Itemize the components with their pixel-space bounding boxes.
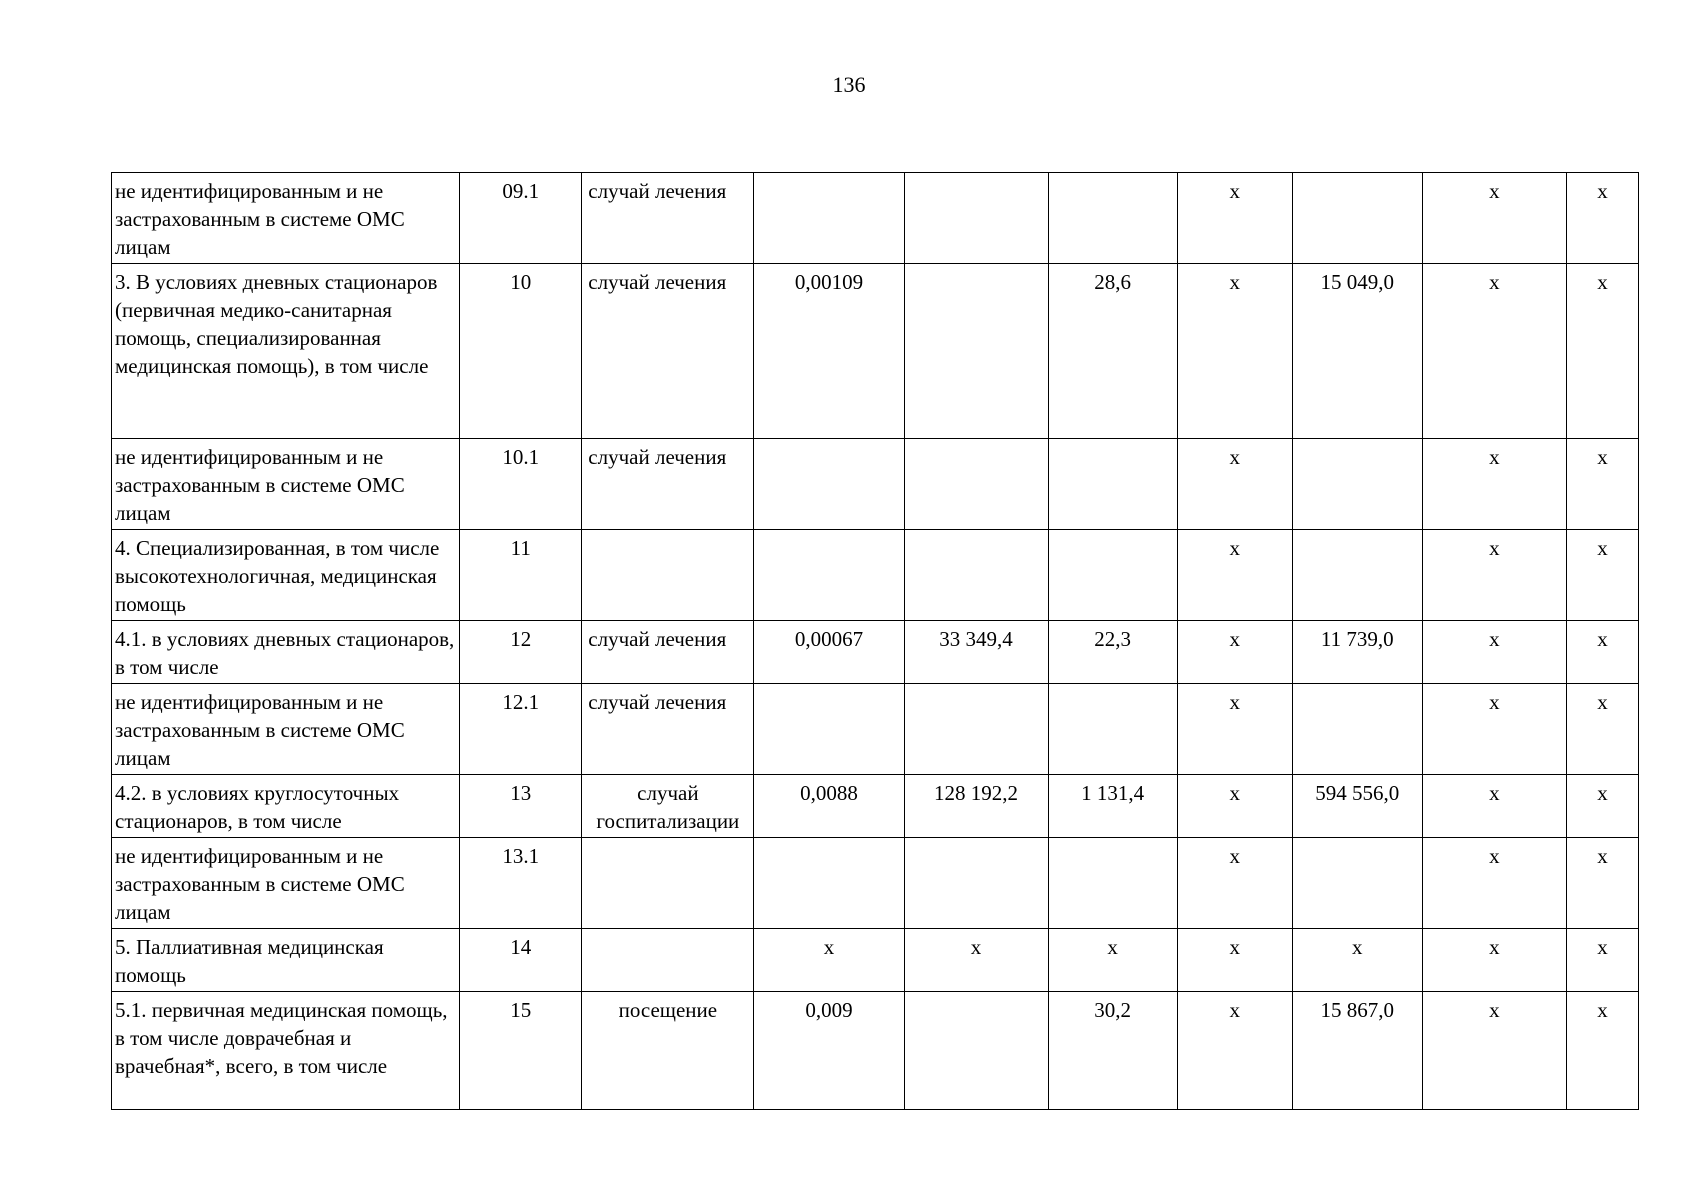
row-code-cell: 12 [460,621,582,684]
table-row [112,684,1639,775]
row-unit-cell [582,838,754,929]
row-name-cell: не идентифицированным и не застрахованным в системе ОМС лицам [112,838,460,929]
row-unit-cell: случай лечения [582,621,754,684]
table-row [112,173,1639,264]
row-value-cell: 0,00067 [754,621,904,684]
row-code-cell: 10.1 [460,439,582,530]
row-unit-cell: случай лечения [582,173,754,264]
row-value-cell: х [1422,621,1566,684]
row-unit-cell: случай госпитализации [582,775,754,838]
row-value-cell: х [1422,684,1566,775]
data-table [111,172,1639,1110]
row-value-cell: х [1566,621,1638,684]
row-value-cell: х [1422,173,1566,264]
row-value-cell: 594 556,0 [1292,775,1422,838]
row-code-cell: 13.1 [460,838,582,929]
row-value-cell: х [1566,929,1638,992]
table-row [112,439,1639,530]
row-value-cell: х [1566,775,1638,838]
row-code-cell: 10 [460,264,582,439]
row-value-cell [754,838,904,929]
row-value-cell: 1 131,4 [1048,775,1177,838]
row-value-cell: х [1177,929,1292,992]
row-value-cell [1048,684,1177,775]
row-value-cell: 15 049,0 [1292,264,1422,439]
row-code-cell: 14 [460,929,582,992]
row-value-cell: 0,0088 [754,775,904,838]
row-value-cell [1048,173,1177,264]
row-unit-cell: случай лечения [582,264,754,439]
row-value-cell: х [1566,838,1638,929]
row-value-cell: 128 192,2 [904,775,1048,838]
row-value-cell [904,264,1048,439]
table-row [112,929,1639,992]
row-code-cell: 11 [460,530,582,621]
row-value-cell: 0,009 [754,992,904,1110]
row-value-cell [1048,530,1177,621]
row-value-cell: х [1048,929,1177,992]
row-value-cell: 22,3 [1048,621,1177,684]
row-value-cell [904,530,1048,621]
row-name-cell: 5.1. первичная медицинская помощь, в том числе доврачебная и врачебная*, всего, в том числе [112,992,460,1110]
row-value-cell: х [1177,173,1292,264]
table-row [112,992,1639,1110]
row-value-cell: х [1177,992,1292,1110]
row-value-cell: х [1177,838,1292,929]
row-value-cell: 30,2 [1048,992,1177,1110]
row-value-cell [904,439,1048,530]
row-value-cell: х [1566,530,1638,621]
row-value-cell [904,173,1048,264]
row-unit-cell: случай лечения [582,684,754,775]
row-unit-cell [582,929,754,992]
row-value-cell [754,439,904,530]
row-unit-cell: посещение [582,992,754,1110]
table-row [112,775,1639,838]
row-name-cell: 4.2. в условиях круглосуточных стационаров, в том числе [112,775,460,838]
row-value-cell: х [1422,992,1566,1110]
row-name-cell: 4.1. в условиях дневных стационаров, в том числе [112,621,460,684]
row-code-cell: 13 [460,775,582,838]
row-value-cell: х [1422,530,1566,621]
table-row [112,530,1639,621]
page-number: 136 [832,72,866,97]
row-value-cell: х [1422,929,1566,992]
row-value-cell: х [1422,439,1566,530]
row-value-cell: х [1566,173,1638,264]
row-value-cell [754,530,904,621]
row-value-cell: х [1566,684,1638,775]
row-value-cell: х [1177,684,1292,775]
row-name-cell: не идентифицированным и не застрахованным в системе ОМС лицам [112,173,460,264]
row-code-cell: 09.1 [460,173,582,264]
row-unit-cell [582,530,754,621]
row-value-cell [754,684,904,775]
row-value-cell: х [1422,264,1566,439]
row-value-cell: 28,6 [1048,264,1177,439]
row-name-cell: 3. В условиях дневных стационаров (первичная медико-санитарная помощь, специализированная медицинская помощь), в том числе [112,264,460,439]
row-value-cell [1292,530,1422,621]
row-value-cell: х [1566,992,1638,1110]
row-value-cell: х [1566,264,1638,439]
row-name-cell: не идентифицированным и не застрахованным в системе ОМС лицам [112,439,460,530]
row-value-cell: х [1177,439,1292,530]
row-value-cell: х [1292,929,1422,992]
table-row [112,838,1639,929]
row-unit-cell: случай лечения [582,439,754,530]
row-value-cell [904,684,1048,775]
row-value-cell [1048,838,1177,929]
table-row [112,264,1639,439]
row-value-cell: х [904,929,1048,992]
row-value-cell [1292,838,1422,929]
row-value-cell: 15 867,0 [1292,992,1422,1110]
row-value-cell: х [1177,264,1292,439]
row-value-cell: х [1422,838,1566,929]
row-value-cell [904,838,1048,929]
row-name-cell: 5. Паллиативная медицинская помощь [112,929,460,992]
row-value-cell: х [754,929,904,992]
row-value-cell [1048,439,1177,530]
row-value-cell: х [1422,775,1566,838]
table-row [112,621,1639,684]
row-value-cell: х [1177,775,1292,838]
row-value-cell: х [1566,439,1638,530]
row-value-cell [1292,684,1422,775]
row-name-cell: 4. Специализированная, в том числе высокотехнологичная, медицинская помощь [112,530,460,621]
row-name-cell: не идентифицированным и не застрахованным в системе ОМС лицам [112,684,460,775]
row-code-cell: 12.1 [460,684,582,775]
row-value-cell [1292,173,1422,264]
row-value-cell [1292,439,1422,530]
row-value-cell: х [1177,530,1292,621]
row-value-cell: 33 349,4 [904,621,1048,684]
row-value-cell: 0,00109 [754,264,904,439]
row-value-cell [754,173,904,264]
row-value-cell: х [1177,621,1292,684]
row-value-cell: 11 739,0 [1292,621,1422,684]
row-code-cell: 15 [460,992,582,1110]
row-value-cell [904,992,1048,1110]
